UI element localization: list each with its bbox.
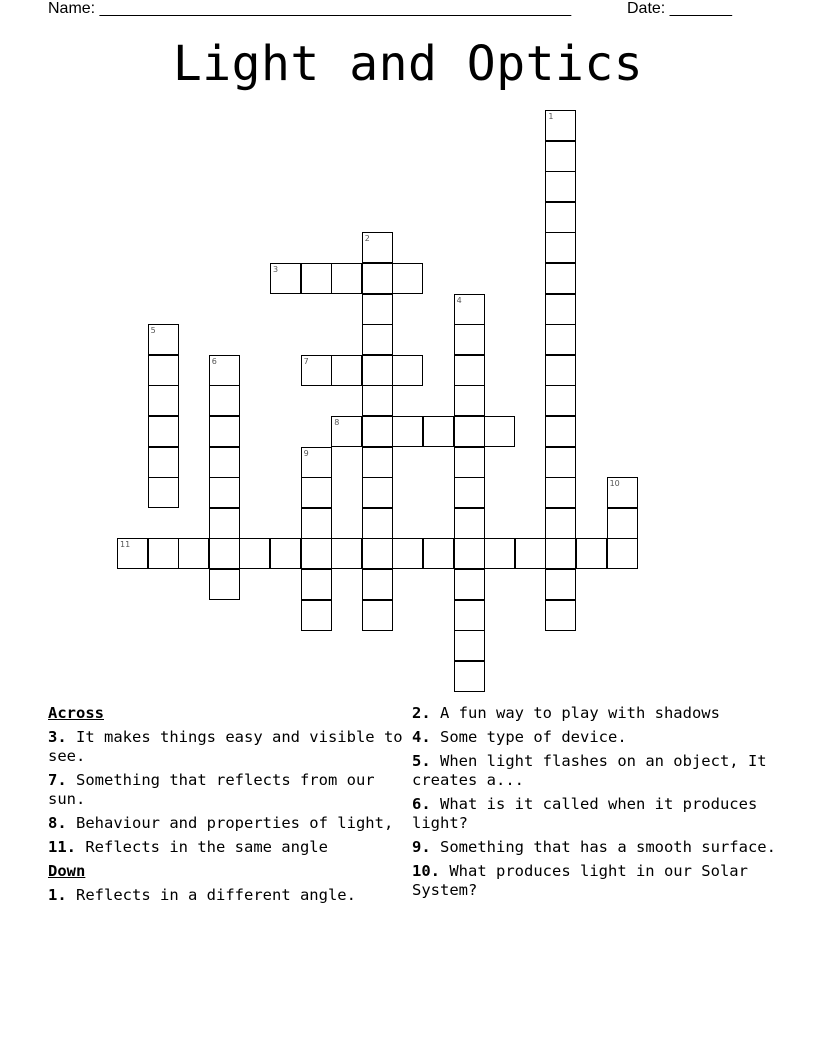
- clue-item: [48, 728, 412, 766]
- grid-cell[interactable]: [454, 661, 485, 692]
- grid-cell[interactable]: [301, 538, 332, 569]
- clue-number-label: 9: [303, 448, 309, 458]
- clue-number: 3.: [48, 728, 67, 746]
- grid-cell[interactable]: [148, 385, 179, 416]
- grid-cell[interactable]: [454, 600, 485, 631]
- grid-cell[interactable]: [362, 324, 393, 355]
- clue-text: What is it called when it produces light?: [412, 795, 767, 832]
- grid-cell[interactable]: [301, 447, 332, 478]
- grid-cell[interactable]: [270, 263, 301, 294]
- grid-cell[interactable]: [454, 630, 485, 661]
- grid-cell[interactable]: [178, 538, 209, 569]
- grid-cell[interactable]: [454, 569, 485, 600]
- grid-cell[interactable]: [301, 355, 332, 386]
- grid-cell[interactable]: [545, 202, 576, 233]
- grid-cell[interactable]: [209, 508, 240, 539]
- clue-item: [48, 771, 408, 809]
- grid-cell[interactable]: [545, 263, 576, 294]
- clue-number-label: 3: [273, 265, 279, 274]
- grid-cell[interactable]: [331, 263, 362, 294]
- grid-cell[interactable]: [545, 477, 576, 508]
- grid-cell[interactable]: [331, 538, 362, 569]
- clue-item: [412, 752, 782, 790]
- clue-number-label: 5: [150, 326, 156, 336]
- clue-item: [412, 795, 782, 833]
- grid-cell[interactable]: [148, 477, 179, 508]
- down-heading: Down: [48, 862, 86, 880]
- grid-cell[interactable]: [362, 569, 393, 600]
- grid-cell[interactable]: [454, 355, 485, 386]
- clue-number: 8.: [48, 814, 67, 832]
- grid-cell[interactable]: [545, 110, 576, 141]
- clue-number-label: 10: [609, 479, 620, 489]
- clue-text: A fun way to play with shadows: [440, 704, 720, 722]
- clue-number-label: 4: [456, 295, 462, 305]
- grid-cell[interactable]: [362, 294, 393, 325]
- grid-cell[interactable]: [148, 447, 179, 478]
- clue-number: 6.: [412, 795, 431, 813]
- grid-cell[interactable]: [301, 477, 332, 508]
- clue-number-label: 2: [364, 234, 370, 244]
- grid-cell[interactable]: [454, 508, 485, 539]
- clue-number-label: 11: [120, 540, 131, 550]
- grid-cell[interactable]: [209, 447, 240, 478]
- clue-item: [48, 886, 408, 905]
- grid-cell[interactable]: [362, 538, 393, 569]
- grid-cell[interactable]: [545, 232, 576, 263]
- grid-cell[interactable]: [545, 294, 576, 325]
- grid-cell[interactable]: [607, 477, 638, 508]
- grid-cell[interactable]: [362, 416, 393, 447]
- clue-number: 11.: [48, 838, 76, 856]
- grid-cell[interactable]: [301, 600, 332, 631]
- clue-text: Behaviour and properties of light,: [76, 814, 394, 832]
- across-heading: Across: [48, 704, 104, 722]
- grid-cell[interactable]: [362, 508, 393, 539]
- clue-text: Something that has a smooth surface.: [440, 838, 776, 856]
- grid-cell[interactable]: [209, 477, 240, 508]
- grid-cell[interactable]: [545, 171, 576, 202]
- grid-cell[interactable]: [209, 538, 240, 569]
- clues-column-right: [412, 704, 782, 905]
- grid-cell[interactable]: [301, 508, 332, 539]
- clue-number: 4.: [412, 728, 431, 746]
- grid-cell[interactable]: [454, 385, 485, 416]
- grid-cell[interactable]: [362, 447, 393, 478]
- grid-cell[interactable]: [392, 538, 423, 569]
- grid-cell[interactable]: [362, 385, 393, 416]
- grid-cell[interactable]: [545, 538, 576, 569]
- page-title: Light and Optics: [172, 36, 644, 92]
- grid-cell[interactable]: [545, 141, 576, 172]
- grid-cell[interactable]: [331, 416, 362, 447]
- clue-number-label: 7: [303, 356, 309, 366]
- grid-cell[interactable]: [301, 263, 332, 294]
- clue-item: [412, 704, 782, 723]
- grid-cell[interactable]: [545, 600, 576, 631]
- clue-text: Reflects in the same angle: [85, 838, 328, 856]
- clue-number: 2.: [412, 704, 431, 722]
- clue-number: 1.: [48, 886, 67, 904]
- name-field-line[interactable]: Name: _____________________________________________________: [48, 0, 572, 17]
- date-field-line[interactable]: Date: _______: [627, 0, 732, 17]
- grid-cell[interactable]: [331, 355, 362, 386]
- grid-cell[interactable]: [545, 416, 576, 447]
- grid-cell[interactable]: [545, 355, 576, 386]
- grid-cell[interactable]: [454, 447, 485, 478]
- grid-cell[interactable]: [545, 324, 576, 355]
- grid-cell[interactable]: [454, 416, 485, 447]
- grid-cell[interactable]: [209, 569, 240, 600]
- grid-cell[interactable]: [484, 538, 515, 569]
- clue-item: [48, 814, 408, 833]
- clue-number-label: 1: [548, 112, 554, 121]
- grid-cell[interactable]: [392, 355, 423, 386]
- clue-text: It makes things easy and visible to see.: [48, 728, 412, 765]
- grid-cell[interactable]: [148, 416, 179, 447]
- clue-item: [412, 838, 782, 857]
- grid-cell[interactable]: [362, 600, 393, 631]
- grid-cell[interactable]: [515, 538, 546, 569]
- grid-cell[interactable]: [362, 477, 393, 508]
- grid-cell[interactable]: [209, 355, 240, 386]
- grid-cell[interactable]: [545, 508, 576, 539]
- grid-cell[interactable]: [362, 355, 393, 386]
- grid-cell[interactable]: [209, 416, 240, 447]
- clue-item: [412, 862, 782, 900]
- clue-number-label: 6: [211, 356, 217, 366]
- grid-cell[interactable]: [270, 538, 301, 569]
- grid-cell[interactable]: [392, 416, 423, 447]
- clues-column-left: [48, 704, 412, 910]
- grid-cell[interactable]: [392, 263, 423, 294]
- grid-cell[interactable]: [423, 538, 454, 569]
- grid-cell[interactable]: [362, 263, 393, 294]
- clue-text: Some type of device.: [440, 728, 627, 746]
- grid-cell[interactable]: [607, 508, 638, 539]
- clue-text: Something that reflects from our sun.: [48, 771, 384, 808]
- clue-text: What produces light in our Solar System?: [412, 862, 758, 899]
- grid-cell[interactable]: [607, 538, 638, 569]
- clue-item: [412, 728, 782, 747]
- clue-number: 9.: [412, 838, 431, 856]
- grid-cell[interactable]: [362, 232, 393, 263]
- clue-number: 5.: [412, 752, 431, 770]
- grid-cell[interactable]: [545, 385, 576, 416]
- grid-cell[interactable]: [454, 294, 485, 325]
- clue-number: 10.: [412, 862, 440, 880]
- grid-cell[interactable]: [545, 447, 576, 478]
- clue-number: 7.: [48, 771, 67, 789]
- grid-cell[interactable]: [117, 538, 148, 569]
- grid-cell[interactable]: [454, 538, 485, 569]
- grid-cell[interactable]: [148, 355, 179, 386]
- grid-cell[interactable]: [454, 477, 485, 508]
- clue-item: [48, 838, 408, 857]
- grid-cell[interactable]: [576, 538, 607, 569]
- clue-text: Reflects in a different angle.: [76, 886, 356, 904]
- grid-cell[interactable]: [148, 324, 179, 355]
- grid-cell[interactable]: [454, 324, 485, 355]
- grid-cell[interactable]: [148, 538, 179, 569]
- grid-cell[interactable]: [423, 416, 454, 447]
- clue-text: When light flashes on an object, It creates a...: [412, 752, 776, 789]
- grid-cell[interactable]: [301, 569, 332, 600]
- grid-cell[interactable]: [545, 569, 576, 600]
- clue-number-label: 8: [334, 418, 340, 427]
- grid-cell[interactable]: [484, 416, 515, 447]
- grid-cell[interactable]: [239, 538, 270, 569]
- grid-cell[interactable]: [209, 385, 240, 416]
